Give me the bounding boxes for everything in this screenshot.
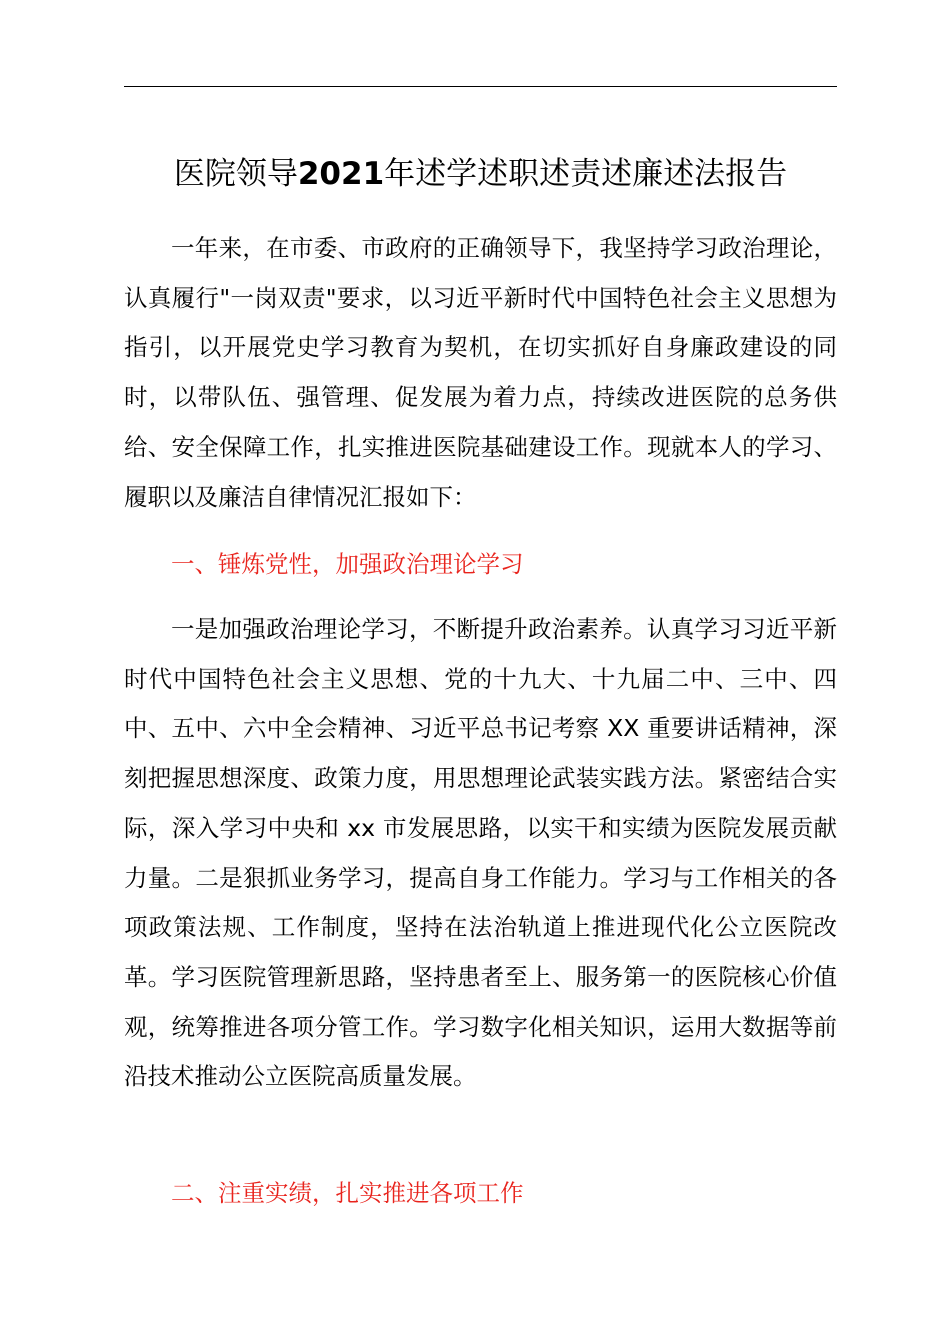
header-rule [124,86,837,87]
title-year: 2021 [297,156,385,192]
intro-paragraph: 一年来，在市委、市政府的正确领导下，我坚持学习政治理论，认真履行"一岗双责"要求，以习近平新时代中国特色社会主义思想为指引，以开展党史学习教育为契机，在切实抓好自身廉政建设的同时，以带队伍、强管理、促发展为着力点，持续改进医院的总务供给、安全保障工作，扎实推进医院基础建设工作。现就本人的学习、履职以及廉洁自律情况汇报如下： [124,234,837,511]
section-heading-1: 一、锤炼党性，加强政治理论学习 [171,550,524,578]
section-body-1: 一是加强政治理论学习，不断提升政治素养。认真学习习近平新时代中国特色社会主义思想、党的十九大、十九届二中、三中、四中、五中、六中全会精神、习近平总书记考察 XX 重要讲话精神，深刻把握思想深度、政策力度，用思想理论武装实践方法。紧密结合实际，深入学习中央和 xx 市发展思路，以实干和实绩为医院发展贡献力量。二是狠抓业务学习，提高自身工作能力。学习与工作相关的各项政策法规、工作制度，坚持在法治轨道上推进现代化公立医院改革。学习医院管理新思路，坚持患者至上、服务第一的医院核心价值观，统筹推进各项分管工作。学习数字化相关知识，运用大数据等前沿技术推动公立医院高质量发展。 [124,615,837,1091]
section-heading-2: 二、注重实绩，扎实推进各项工作 [171,1179,524,1207]
title-prefix: 医院领导 [173,156,298,192]
title-suffix: 年述学述职述责述廉述法报告 [384,156,788,192]
document-title [124,146,837,202]
